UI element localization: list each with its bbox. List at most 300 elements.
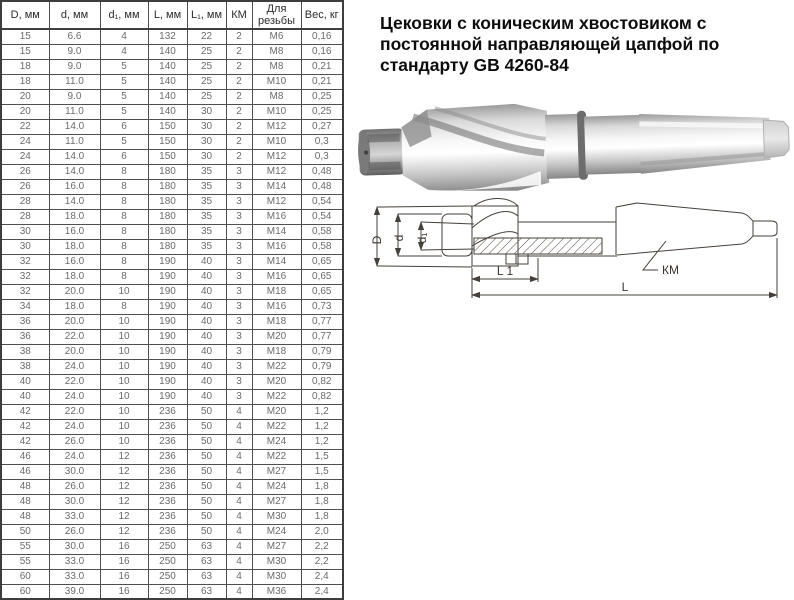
table-cell: 16.0: [49, 224, 100, 239]
table-cell: 39.0: [49, 584, 100, 599]
table-cell: 50: [187, 419, 226, 434]
table-cell: 50: [187, 404, 226, 419]
table-cell: 63: [187, 584, 226, 599]
table-cell: 140: [148, 59, 187, 74]
table-cell: 8: [100, 224, 148, 239]
table-row: [1, 509, 343, 524]
table-cell: 14.0: [49, 119, 100, 134]
table-cell: 0,82: [301, 374, 343, 389]
table-cell: 40: [187, 359, 226, 374]
table-cell: 3: [226, 284, 252, 299]
table-cell: 4: [226, 569, 252, 584]
table-cell: 140: [148, 89, 187, 104]
table-cell: 42: [1, 419, 49, 434]
table-cell: 24.0: [49, 359, 100, 374]
table-cell: 3: [226, 329, 252, 344]
table-cell: 0,21: [301, 59, 343, 74]
table-cell: 190: [148, 344, 187, 359]
table-cell: 5: [100, 59, 148, 74]
table-cell: 2: [226, 134, 252, 149]
table-cell: 2: [226, 44, 252, 59]
table-row: [1, 224, 343, 239]
table-cell: 22.0: [49, 404, 100, 419]
table-cell: 33.0: [49, 509, 100, 524]
table-cell: 4: [226, 404, 252, 419]
table-row: [1, 239, 343, 254]
table-cell: 30: [1, 224, 49, 239]
table-cell: 236: [148, 524, 187, 539]
table-cell: 2: [226, 29, 252, 44]
table-cell: 0,79: [301, 359, 343, 374]
table-cell: M24: [252, 434, 301, 449]
table-cell: 8: [100, 179, 148, 194]
column-header: Вес, кг: [301, 1, 343, 29]
table-cell: 22.0: [49, 374, 100, 389]
table-cell: M22: [252, 449, 301, 464]
table-cell: 1,2: [301, 419, 343, 434]
diagram-cutter-body: [472, 206, 518, 266]
table-cell: 5: [100, 89, 148, 104]
table-cell: M8: [252, 59, 301, 74]
table-cell: 60: [1, 569, 49, 584]
column-header: L₁, мм: [187, 1, 226, 29]
table-cell: M8: [252, 44, 301, 59]
table-row: [1, 134, 343, 149]
table-cell: 3: [226, 344, 252, 359]
table-cell: 0,48: [301, 164, 343, 179]
column-header: Для резьбы: [252, 1, 301, 29]
table-cell: 40: [187, 299, 226, 314]
table-cell: 140: [148, 44, 187, 59]
table-cell: 4: [226, 554, 252, 569]
table-cell: 8: [100, 299, 148, 314]
table-cell: M27: [252, 494, 301, 509]
tang: [763, 119, 789, 158]
table-row: [1, 194, 343, 209]
table-cell: 40: [187, 389, 226, 404]
table-cell: 0,3: [301, 149, 343, 164]
table-cell: 36: [1, 329, 49, 344]
table-row: [1, 404, 343, 419]
dim-label-d1: d₁: [415, 232, 429, 244]
table-cell: 46: [1, 449, 49, 464]
table-row: [1, 29, 343, 44]
table-cell: 180: [148, 179, 187, 194]
table-cell: 20.0: [49, 344, 100, 359]
table-cell: 48: [1, 479, 49, 494]
table-cell: 190: [148, 329, 187, 344]
table-cell: 63: [187, 569, 226, 584]
table-cell: 6.6: [49, 29, 100, 44]
dim-label-D: D: [370, 235, 384, 245]
table-cell: 8: [100, 239, 148, 254]
table-cell: 8: [100, 254, 148, 269]
table-cell: 24.0: [49, 389, 100, 404]
table-cell: 1,5: [301, 464, 343, 479]
table-cell: 33.0: [49, 554, 100, 569]
table-cell: 4: [100, 29, 148, 44]
table-cell: 250: [148, 539, 187, 554]
table-cell: 250: [148, 554, 187, 569]
table-cell: 0,73: [301, 299, 343, 314]
table-cell: 50: [187, 479, 226, 494]
table-cell: 180: [148, 239, 187, 254]
table-cell: 38: [1, 344, 49, 359]
table-cell: 2,0: [301, 524, 343, 539]
table-cell: 16: [100, 539, 148, 554]
table-cell: 190: [148, 314, 187, 329]
table-cell: 3: [226, 209, 252, 224]
table-cell: 15: [1, 29, 49, 44]
table-cell: 2: [226, 104, 252, 119]
table-cell: M24: [252, 479, 301, 494]
table-cell: M18: [252, 284, 301, 299]
table-cell: 25: [187, 44, 226, 59]
table-cell: 15: [1, 44, 49, 59]
table-cell: 35: [187, 239, 226, 254]
column-header: d, мм: [49, 1, 100, 29]
table-cell: 6: [100, 149, 148, 164]
table-cell: 180: [148, 194, 187, 209]
table-cell: 150: [148, 134, 187, 149]
table-cell: 180: [148, 164, 187, 179]
table-cell: 4: [100, 44, 148, 59]
table-cell: 2,2: [301, 539, 343, 554]
table-cell: M30: [252, 554, 301, 569]
table-cell: 40: [187, 254, 226, 269]
table-cell: M30: [252, 569, 301, 584]
table-row: [1, 494, 343, 509]
table-cell: 4: [226, 479, 252, 494]
table-cell: 236: [148, 464, 187, 479]
shank: [584, 115, 642, 175]
table-row: [1, 419, 343, 434]
table-cell: 9.0: [49, 89, 100, 104]
table-cell: 50: [187, 494, 226, 509]
table-row: [1, 119, 343, 134]
diagram-taper: [616, 203, 753, 255]
table-cell: 0,16: [301, 29, 343, 44]
table-cell: 3: [226, 269, 252, 284]
table-cell: M30: [252, 509, 301, 524]
table-cell: 10: [100, 374, 148, 389]
table-cell: 0,16: [301, 44, 343, 59]
diagram-section-hatch: [474, 238, 602, 254]
table-cell: 1,2: [301, 434, 343, 449]
table-cell: 190: [148, 299, 187, 314]
table-cell: 0,77: [301, 329, 343, 344]
table-cell: M10: [252, 104, 301, 119]
table-cell: 10: [100, 284, 148, 299]
table-row: [1, 74, 343, 89]
table-cell: 0,3: [301, 134, 343, 149]
table-cell: 18: [1, 74, 49, 89]
table-cell: 236: [148, 479, 187, 494]
table-cell: 35: [187, 179, 226, 194]
table-cell: 25: [187, 89, 226, 104]
table-row: [1, 149, 343, 164]
table-cell: 12: [100, 464, 148, 479]
table-row: [1, 299, 343, 314]
table-cell: 1,5: [301, 449, 343, 464]
table-cell: 50: [187, 509, 226, 524]
table-cell: 10: [100, 419, 148, 434]
table-cell: 2,4: [301, 584, 343, 599]
table-cell: 3: [226, 359, 252, 374]
table-cell: 35: [187, 209, 226, 224]
table-cell: 50: [187, 524, 226, 539]
table-cell: 140: [148, 74, 187, 89]
table-cell: 180: [148, 209, 187, 224]
table-cell: M18: [252, 314, 301, 329]
page-title: Цековки с коническим хвостовиком с постоянной направляющей цапфой по стандарту GB 4260-84: [380, 13, 720, 75]
table-cell: M16: [252, 299, 301, 314]
table-cell: 32: [1, 269, 49, 284]
table-cell: 16: [100, 584, 148, 599]
table-cell: 50: [187, 434, 226, 449]
table-cell: 4: [226, 449, 252, 464]
table-cell: 0,65: [301, 254, 343, 269]
table-cell: 3: [226, 194, 252, 209]
counterbore-photo: [356, 90, 792, 202]
table-cell: 16: [100, 569, 148, 584]
table-cell: 2: [226, 149, 252, 164]
table-cell: M16: [252, 239, 301, 254]
table-cell: 16.0: [49, 179, 100, 194]
table-cell: 28: [1, 209, 49, 224]
table-cell: 3: [226, 314, 252, 329]
table-cell: 3: [226, 164, 252, 179]
diagram-tang: [753, 221, 777, 236]
table-cell: M16: [252, 269, 301, 284]
table-cell: 12: [100, 509, 148, 524]
table-cell: 20.0: [49, 284, 100, 299]
table-cell: M20: [252, 404, 301, 419]
table-cell: 42: [1, 404, 49, 419]
table-cell: 5: [100, 74, 148, 89]
table-cell: 40: [187, 344, 226, 359]
table-cell: 50: [187, 449, 226, 464]
table-cell: 14.0: [49, 194, 100, 209]
table-cell: 4: [226, 419, 252, 434]
dim-label-L: L: [621, 280, 629, 294]
table-cell: 2: [226, 59, 252, 74]
table-cell: 0,54: [301, 194, 343, 209]
table-cell: 3: [226, 389, 252, 404]
table-cell: 50: [1, 524, 49, 539]
table-cell: 48: [1, 509, 49, 524]
table-row: [1, 284, 343, 299]
table-cell: 18.0: [49, 209, 100, 224]
table-cell: 18.0: [49, 239, 100, 254]
table-cell: 2: [226, 89, 252, 104]
table-row: [1, 569, 343, 584]
table-row: [1, 269, 343, 284]
table-row: [1, 314, 343, 329]
table-cell: 0,21: [301, 74, 343, 89]
table-cell: M22: [252, 419, 301, 434]
table-cell: M12: [252, 194, 301, 209]
table-cell: 236: [148, 434, 187, 449]
table-cell: 8: [100, 269, 148, 284]
table-row: [1, 434, 343, 449]
table-cell: 4: [226, 509, 252, 524]
table-cell: 190: [148, 269, 187, 284]
table-row: [1, 344, 343, 359]
table-cell: 22: [187, 29, 226, 44]
dim-label-L1: L 1: [496, 264, 514, 278]
table-cell: 0,82: [301, 389, 343, 404]
table-cell: M8: [252, 89, 301, 104]
table-cell: 24: [1, 149, 49, 164]
table-cell: M16: [252, 209, 301, 224]
spec-table-body: [1, 29, 343, 599]
table-row: [1, 329, 343, 344]
table-cell: 25: [187, 59, 226, 74]
table-cell: 28: [1, 194, 49, 209]
table-cell: M10: [252, 134, 301, 149]
table-cell: 40: [187, 314, 226, 329]
table-cell: 9.0: [49, 44, 100, 59]
table-cell: 150: [148, 149, 187, 164]
table-cell: 33.0: [49, 569, 100, 584]
table-cell: 26.0: [49, 434, 100, 449]
dimension-diagram: [370, 194, 792, 330]
table-cell: 190: [148, 254, 187, 269]
table-cell: 30: [187, 134, 226, 149]
table-cell: 10: [100, 329, 148, 344]
table-cell: 190: [148, 389, 187, 404]
table-cell: M14: [252, 254, 301, 269]
table-cell: 0,27: [301, 119, 343, 134]
table-cell: 18.0: [49, 299, 100, 314]
table-cell: 250: [148, 569, 187, 584]
table-cell: 4: [226, 524, 252, 539]
table-cell: 25: [187, 74, 226, 89]
table-cell: 30: [187, 119, 226, 134]
table-cell: 140: [148, 104, 187, 119]
table-cell: 24.0: [49, 419, 100, 434]
table-cell: 30.0: [49, 494, 100, 509]
column-header: L, мм: [148, 1, 187, 29]
table-cell: 20: [1, 104, 49, 119]
table-cell: M20: [252, 374, 301, 389]
table-cell: 26: [1, 164, 49, 179]
table-cell: 22.0: [49, 329, 100, 344]
column-header: d₁, мм: [100, 1, 148, 29]
table-cell: 63: [187, 539, 226, 554]
table-cell: 8: [100, 164, 148, 179]
table-cell: M14: [252, 179, 301, 194]
table-cell: 2: [226, 119, 252, 134]
table-cell: 38: [1, 359, 49, 374]
table-cell: M18: [252, 344, 301, 359]
table-cell: 18: [1, 59, 49, 74]
table-cell: M14: [252, 224, 301, 239]
table-cell: 0,25: [301, 89, 343, 104]
table-cell: M6: [252, 29, 301, 44]
table-cell: M22: [252, 389, 301, 404]
table-row: [1, 164, 343, 179]
table-cell: 4: [226, 434, 252, 449]
table-cell: 32: [1, 284, 49, 299]
table-cell: 14.0: [49, 149, 100, 164]
table-cell: M24: [252, 524, 301, 539]
table-cell: 2: [226, 74, 252, 89]
table-cell: 6: [100, 119, 148, 134]
table-cell: 9.0: [49, 59, 100, 74]
table-cell: 11.0: [49, 104, 100, 119]
table-cell: 4: [226, 539, 252, 554]
table-cell: 55: [1, 554, 49, 569]
table-cell: 0,79: [301, 344, 343, 359]
table-cell: 18.0: [49, 269, 100, 284]
table-cell: 14.0: [49, 164, 100, 179]
table-cell: 16.0: [49, 254, 100, 269]
table-cell: 10: [100, 359, 148, 374]
table-row: [1, 584, 343, 599]
table-cell: 16: [100, 554, 148, 569]
table-cell: 0,54: [301, 209, 343, 224]
table-cell: 40: [1, 374, 49, 389]
table-cell: 12: [100, 479, 148, 494]
table-cell: 12: [100, 494, 148, 509]
table-row: [1, 359, 343, 374]
table-cell: 1,8: [301, 494, 343, 509]
table-cell: 236: [148, 404, 187, 419]
table-cell: 5: [100, 134, 148, 149]
table-cell: 26: [1, 179, 49, 194]
table-row: [1, 554, 343, 569]
table-row: [1, 104, 343, 119]
table-cell: 10: [100, 434, 148, 449]
table-cell: 3: [226, 224, 252, 239]
table-cell: 2,2: [301, 554, 343, 569]
table-cell: 236: [148, 494, 187, 509]
table-cell: 8: [100, 209, 148, 224]
table-cell: 3: [226, 374, 252, 389]
table-cell: 2,4: [301, 569, 343, 584]
table-cell: 30.0: [49, 539, 100, 554]
table-cell: 60: [1, 584, 49, 599]
table-cell: 30: [187, 149, 226, 164]
table-cell: 55: [1, 539, 49, 554]
table-cell: 40: [187, 374, 226, 389]
table-row: [1, 374, 343, 389]
table-cell: 0,58: [301, 224, 343, 239]
table-cell: M20: [252, 329, 301, 344]
table-cell: 30: [1, 239, 49, 254]
table-cell: 50: [187, 464, 226, 479]
table-cell: 26.0: [49, 479, 100, 494]
table-row: [1, 449, 343, 464]
table-row: [1, 59, 343, 74]
column-header: КМ: [226, 1, 252, 29]
table-cell: M27: [252, 464, 301, 479]
table-cell: 250: [148, 584, 187, 599]
table-cell: 0,48: [301, 179, 343, 194]
table-cell: 3: [226, 254, 252, 269]
header-row: [1, 1, 343, 29]
table-cell: 236: [148, 419, 187, 434]
table-cell: 24: [1, 134, 49, 149]
table-cell: M22: [252, 359, 301, 374]
table-cell: 35: [187, 224, 226, 239]
dim-label-KM: КМ: [662, 263, 679, 277]
table-cell: M36: [252, 584, 301, 599]
table-cell: 0,25: [301, 104, 343, 119]
dim-label-d: d: [392, 234, 406, 242]
